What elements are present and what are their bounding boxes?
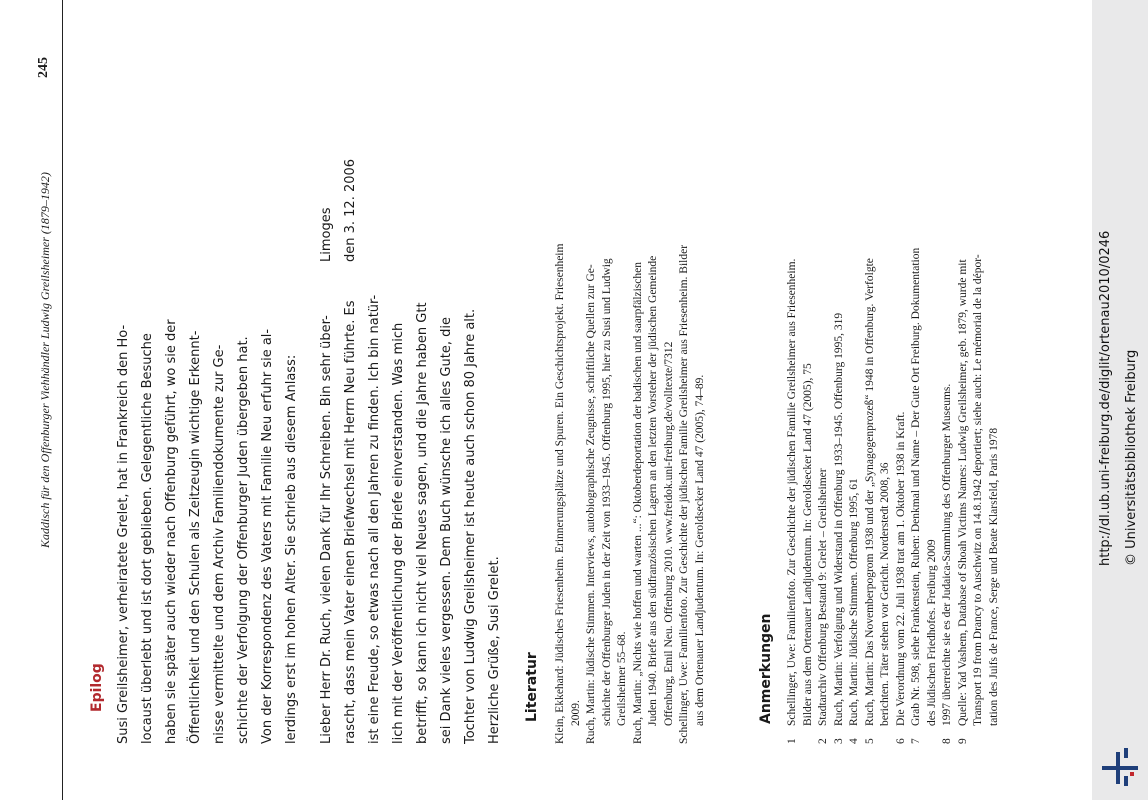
note-text: Ruch, Martin: Das Novemberpogrom 1938 und der „Synagogenprozeß“ 1948 in Offenburg. Verfolgte	[863, 258, 876, 726]
note-continuation: tation des Juifs de France, Serge und Beate Klarsfeld, Paris 1978	[987, 427, 1000, 726]
text-line: Von der Korrespondenz des Vaters mit Familie Neu erfuhr sie al-	[260, 328, 275, 744]
note-continuation: Bilder aus dem Ortenauer Landjudentum. In: Geroldsecker Land 47 (2005), 75	[801, 363, 814, 726]
note-continuation: berichten. Täter stehen vor Gericht. Norderstedt 2008, 36	[879, 462, 891, 726]
entry-line: Klein, Ekkehard: Jüdisches Friesenheim. Erinnerungsplätze und Spuren. Ein Geschichtsprojekt. Friesenheim	[554, 243, 566, 744]
note-continuation: Transport 19 from Drancy to Auschwitz on 14.8.1942 deportiert; siehe auch: Le mémorial de la dépor-	[972, 254, 984, 726]
note-continuation: des Jüdischen Friedhofes. Freiburg 2009	[925, 539, 938, 726]
literatur-entry	[553, 244, 584, 744]
text-line: ist eine Freude, so etwas nach all den Jahren zu finden. Ich bin natür-	[367, 294, 382, 744]
university-logo-icon	[1100, 746, 1140, 790]
entry-line: schichte der Offenburger Juden in der Zeit von 1933–1945. Offenburg 1995, hier zu Susi und Ludwig	[600, 258, 613, 726]
entry-line: Ruch, Martin: „Nichts wie hoffen und warten ...“: Oktoberdeportation der badischen und saarpfälzischen	[631, 262, 644, 744]
anmerkungen-heading: Anmerkungen	[758, 613, 774, 724]
literatur-entry	[584, 244, 631, 744]
letter-quote	[315, 295, 507, 744]
entry-line: Schellinger, Uwe: Familienfoto. Zur Geschichte der jüdischen Familie Greilsheimer aus Friesenheim. Bilder	[678, 244, 690, 744]
entry-line: Ruch, Martin: Jüdische Stimmen. Interviews, autobiographische Zeugnisse, schriftliche Quellen zur Ge-	[585, 264, 597, 744]
note-item	[940, 248, 956, 744]
text-line: schichte der Verfolgung der Offenburger Juden übergeben hat.	[236, 336, 251, 744]
text-line: Lieber Herr Dr. Ruch, vielen Dank für Ihr Schreiben. Bin sehr über-	[319, 315, 334, 744]
note-text: Ruch, Martin: Verfolgung und Widerstand in Offenburg 1933–1945. Offenburg 1995, 319	[832, 312, 845, 726]
note-text: Schellinger, Uwe: Familienfoto. Zur Geschichte der jüdischen Familie Greilsheimer aus Friesenheim.	[786, 258, 798, 726]
page-number: 245	[36, 57, 51, 78]
epilog-paragraph	[112, 319, 304, 744]
note-item	[956, 248, 972, 744]
text-line: Susi Greilsheimer, verheiratete Grelet, hat in Frankreich den Ho-	[116, 324, 131, 744]
note-item	[785, 248, 801, 744]
note-item	[909, 248, 925, 744]
entry-line: 2009.	[569, 700, 582, 726]
entry-line: aus dem Ortenauer Landjudentum. In: Geroldsecker Land 47 (2005), 74–89.	[693, 374, 706, 726]
text-line: haben sie später auch wieder nach Offenburg geführt, wo sie der	[164, 319, 179, 744]
note-number: 5	[863, 738, 876, 744]
footer-url-link[interactable]: http://dl.ub.uni-freiburg.de/diglit/ortenau2010/0246	[1098, 230, 1113, 566]
entry-line: Juden 1940. Briefe aus den südfranzösischen Lagern an den letzten Vorsteher der jüdischen Gemeinde	[647, 255, 659, 726]
note-text: Die Verordnung vom 22. Juli 1938 trat am 1. Oktober 1938 in Kraft.	[894, 411, 907, 726]
note-text: 1997 überreichte sie es der Judaica-Sammlung des Offenburger Museums.	[941, 383, 953, 726]
note-text: Stadtarchiv Offenburg Bestand 9: Grelet – Greilsheimer	[817, 468, 829, 726]
note-text: Grab Nr. 598, siehe Frankenstein, Ruben: Denkmal und Name – Der Gute Ort Freiburg. Dokumentation	[910, 247, 922, 726]
running-head: Kaddisch für den Offenburger Viehhändler Ludwig Greilsheimer (1879–1942)	[38, 172, 52, 548]
text-line: lerdings erst im hohen Alter. Sie schrieb aus diesem Anlass:	[284, 354, 299, 744]
letter-date: den 3. 12. 2006	[343, 158, 358, 262]
note-text: Quelle: Yad Vashem, Database of Shoah Victims Names: Ludwig Greilsheimer, geb. 1879, wurde mit	[956, 259, 969, 726]
note-item	[832, 248, 848, 744]
footer-copyright: © Universitätsbibliothek Freiburg	[1124, 349, 1139, 566]
note-number: 7	[910, 738, 922, 744]
note-number: 2	[817, 738, 829, 744]
note-number: 9	[956, 738, 969, 744]
text-line: sei Dank vieles vergessen. Dem Buch wünsche ich alles Gute, die	[439, 317, 454, 744]
note-item	[863, 248, 879, 744]
note-item	[816, 248, 832, 744]
note-number: 8	[941, 738, 953, 744]
notes-list	[785, 248, 1002, 744]
text-line: betrifft, so kann ich nicht viel Neues sagen, und die Jahre haben Gtt	[415, 302, 430, 744]
text-line: Öffentlichkeit und den Schulen als Zeitzeugin wichtige Erkennt-	[188, 330, 203, 744]
letter-place: Limoges	[319, 207, 334, 262]
text-line: locaust überlebt und ist dort geblieben. Gelegentliche Besuche	[140, 333, 155, 744]
text-line: Herzliche Grüße, Susi Grelet.	[487, 556, 502, 744]
note-number: 4	[848, 738, 860, 744]
literatur-entry	[631, 244, 678, 744]
margin-rule	[62, 0, 63, 800]
note-number: 1	[786, 738, 798, 744]
text-line: nisse vermittelte und dem Archiv Familiendokumente zur Ge-	[212, 344, 227, 744]
note-number: 3	[832, 738, 845, 744]
note-item	[894, 248, 910, 744]
note-text: Ruch, Martin: Jüdische Stimmen. Offenburg 1995, 61	[848, 478, 860, 726]
literatur-entry	[677, 244, 708, 744]
literatur-heading: Literatur	[524, 652, 540, 722]
epilog-heading: Epilog	[89, 663, 105, 712]
literatur-list	[553, 244, 708, 744]
note-item	[847, 248, 863, 744]
note-number: 6	[894, 738, 907, 744]
letter-signoff	[315, 159, 363, 262]
entry-line: Offenburg, Emil Neu. Offenburg 2010. www.freidok.uni-freiburg.de/volltexte/7312	[662, 341, 675, 726]
entry-line: Greilsheimer 55–68.	[616, 631, 628, 726]
text-line: lich mit der Veröffentlichung der Briefe einverstanden. Was mich	[391, 322, 406, 744]
text-line: rascht, dass mein Vater einen Briefwechsel mit Herrn Neu führte. Es	[343, 300, 358, 744]
text-line: Tochter von Ludwig Greilsheimer ist heute auch schon 80 Jahre alt.	[463, 308, 478, 744]
